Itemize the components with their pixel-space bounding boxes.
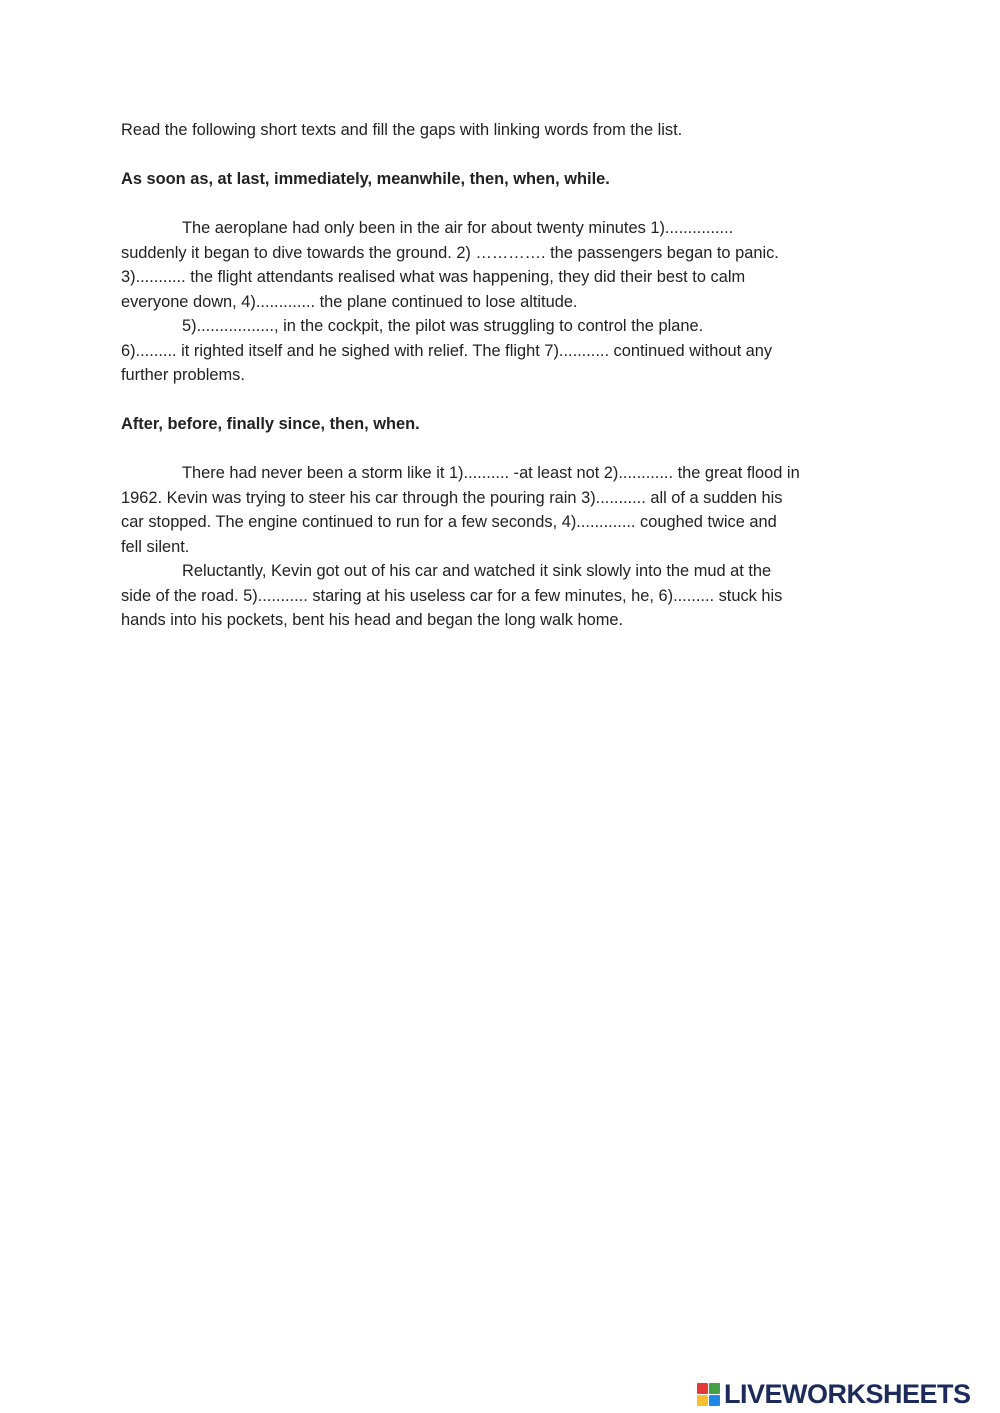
worksheet-page (121, 118, 891, 633)
instruction-text: Read the following short texts and fill the gaps with linking words from the list. (121, 121, 683, 139)
text-line: The aeroplane had only been in the air for about twenty minutes 1)............... (182, 219, 734, 237)
logo-square (697, 1383, 708, 1394)
text-line: hands into his pockets, bent his head and began the long walk home. (121, 611, 624, 629)
exercise-1-text (121, 216, 891, 388)
word-list-2: After, before, finally since, then, when. (121, 415, 420, 433)
logo-text: LIVEWORKSHEETS (724, 1378, 971, 1409)
text-line: There had never been a storm like it 1).......... -at least not 2)............ the great flood in (182, 464, 800, 482)
text-line: Reluctantly, Kevin got out of his car and watched it sink slowly into the mud at the (182, 562, 772, 580)
liveworksheets-logo (697, 1378, 971, 1410)
spacer (121, 388, 891, 413)
text-line: side of the road. 5)........... staring at his useless car for a few minutes, he, 6)......... stuck his (121, 586, 783, 605)
text-line: car stopped. The engine continued to run for a few seconds, 4)............. coughed twice and (121, 513, 777, 531)
text-line: everyone down, 4)............. the plane continued to lose altitude. (121, 292, 578, 311)
text-line: 6)......... it righted itself and he sighed with relief. The flight 7)........... continued without any (121, 341, 773, 360)
word-list-1: As soon as, at last, immediately, meanwhile, then, when, while. (121, 170, 610, 188)
text-line: suddenly it began to dive towards the ground. 2) …………. the passengers began to panic. (121, 243, 779, 262)
text-line: further problems. (121, 366, 245, 384)
logo-square (709, 1395, 720, 1406)
logo-square (697, 1395, 708, 1406)
text-line: fell silent. (121, 537, 190, 556)
logo-mark-icon (697, 1383, 720, 1406)
logo-square (709, 1383, 720, 1394)
text-line: 5)................., in the cockpit, the pilot was struggling to control the plane. (182, 317, 704, 335)
text-line: 3)........... the flight attendants realised what was happening, they did their best to calm (121, 268, 746, 286)
text-line: 1962. Kevin was trying to steer his car through the pouring rain 3)........... all of a sudden his (121, 488, 783, 507)
exercise-2-text (121, 461, 891, 633)
